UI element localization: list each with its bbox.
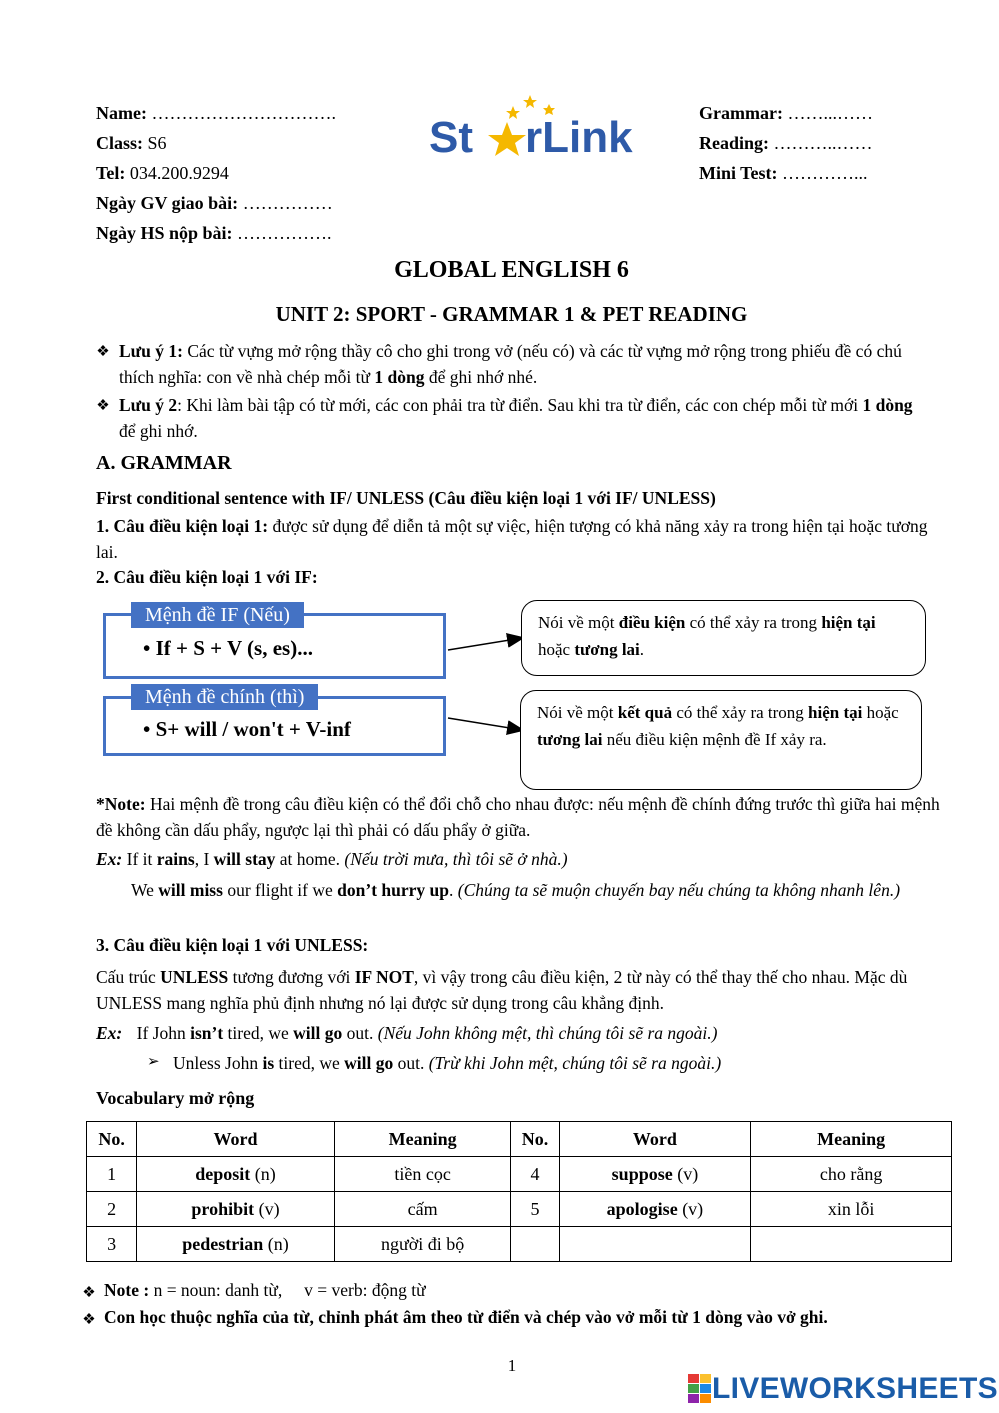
arrow-bullet-icon: ➢ (147, 1054, 160, 1070)
starlink-logo (425, 92, 635, 160)
page-number: 1 (507, 1356, 517, 1375)
table-row (87, 1227, 952, 1262)
header-meaning: Meaning (334, 1122, 511, 1157)
liveworksheets-logo-icon (688, 1374, 712, 1404)
header-no: No. (511, 1122, 559, 1157)
table-row (87, 1192, 952, 1227)
cell-no: 4 (511, 1157, 559, 1192)
vocab-title: Vocabulary mở rộng (96, 1088, 255, 1108)
header-word: Word (559, 1122, 751, 1157)
note-2: Lưu ý 2: Khi làm bài tập có từ mới, các con phải tra từ điển. Sau khi tra từ điển, các con chép mỗi từ mới 1 dòng để ghi nhớ. (119, 395, 913, 441)
grammar-note: *Note: Hai mệnh đề trong câu điều kiện có thể đổi chỗ cho nhau được: nếu mệnh đề chính đứng trước thì giữa hai mệnh đề không cần dấu phẩy, ngược lại thì phải có dấu phẩy ở giữa. (96, 794, 940, 840)
cell-word: suppose (v) (559, 1157, 751, 1192)
example-4: Unless John is tired, we will go out. (Trừ khi John mệt, chúng tôi sẽ ra ngoài.) (173, 1053, 722, 1073)
reading-score-line: Reading: ………..…… (699, 133, 873, 153)
vocab-header-row (87, 1122, 952, 1157)
cell-word (559, 1227, 751, 1262)
grammar-topic: First conditional sentence with IF/ UNLESS (Câu điều kiện loại 1 với IF/ UNLESS) (96, 488, 716, 508)
cell-no: 5 (511, 1192, 559, 1227)
cell-no: 1 (87, 1157, 137, 1192)
cell-meaning (751, 1227, 952, 1262)
header-info-left (96, 98, 336, 248)
arrow-to-if-box (448, 638, 522, 650)
cell-word: deposit (n) (137, 1157, 335, 1192)
cell-meaning: xin lỗi (751, 1192, 952, 1227)
note-1: Lưu ý 1: Các từ vựng mở rộng thầy cô cho ghi trong vở (nếu có) và các từ vựng mở rộng trong phiếu đề có chú thích nghĩa: con về nhà chép mỗi từ 1 dòng để ghi nhớ nhé. (119, 341, 902, 387)
example-1: Ex: If it rains, I will stay at home. (Nếu trời mưa, thì tôi sẽ ở nhà.) (96, 849, 568, 869)
hs-date-line: Ngày HS nộp bài: ……………. (96, 223, 332, 243)
cell-meaning: cho rằng (751, 1157, 952, 1192)
grammar-point-2-heading: 2. Câu điều kiện loại 1 với IF: (96, 567, 318, 587)
diamond-bullet-icon: ❖ (96, 344, 110, 360)
cell-word: prohibit (v) (137, 1192, 335, 1227)
cell-meaning: tiền cọc (334, 1157, 511, 1192)
logo-text-right: rLink (525, 113, 633, 160)
cell-word: apologise (v) (559, 1192, 751, 1227)
cell-no (511, 1227, 559, 1262)
liveworksheets-brand (688, 1372, 998, 1406)
diamond-bullet-icon: ❖ (96, 398, 110, 414)
example-2: We will miss our flight if we don’t hurry up. (Chúng ta sẽ muộn chuyến bay nếu chúng ta không nhanh lên.) (131, 880, 901, 900)
table-row (87, 1157, 952, 1192)
grammar-score-line: Grammar: ……...…… (699, 103, 873, 123)
if-clause-label: Mệnh đề IF (Nếu) (131, 602, 304, 628)
diagram-arrows (440, 630, 530, 740)
header-word: Word (137, 1122, 335, 1157)
logo-star-main (488, 122, 526, 156)
logo-text-left: St (429, 113, 473, 160)
gv-date-line: Ngày GV giao bài: …………… (96, 193, 333, 213)
cell-meaning: cấm (334, 1192, 511, 1227)
example-3: Ex: If John isn’t tired, we will go out. (Nếu John không mệt, thì chúng tôi sẽ ra ngoài.) (96, 1023, 718, 1043)
minitest-score-line: Mini Test: …………... (699, 163, 868, 183)
page-subtitle: UNIT 2: SPORT - GRAMMAR 1 & PET READING (275, 302, 748, 326)
callout-condition: Nói về một điều kiện có thể xảy ra trong hiện tại hoặc tương lai. (521, 600, 926, 676)
main-clause-formula: • S+ will / won't + V-inf (143, 717, 351, 741)
section-title-grammar: A. GRAMMAR (96, 452, 232, 474)
diamond-bullet-icon: ❖ (82, 1312, 96, 1328)
logo-star-small-2 (523, 95, 537, 108)
arrow-to-main-box (448, 718, 522, 730)
name-line: Name: …………………………. (96, 103, 336, 123)
cell-word: pedestrian (n) (137, 1227, 335, 1262)
if-clause-formula: • If + S + V (s, es)... (143, 636, 313, 660)
vocab-table (86, 1121, 952, 1262)
cell-no: 3 (87, 1227, 137, 1262)
unless-explanation: Cấu trúc UNLESS tương đương với IF NOT, vì vậy trong câu điều kiện, 2 từ này có thể thay thế cho nhau. Mặc dù UNLESS mang nghĩa phủ định nhưng nó lại được sử dụng trong câu khẳng định. (96, 967, 908, 1013)
footer-instruction: Con học thuộc nghĩa của từ, chỉnh phát âm theo từ điển và chép vào vở mỗi từ 1 dòng vào vở ghi. (104, 1307, 828, 1327)
grammar-point-3-heading: 3. Câu điều kiện loại 1 với UNLESS: (96, 935, 369, 955)
page-title: GLOBAL ENGLISH 6 (394, 257, 629, 283)
header-info-right (699, 98, 873, 188)
cell-no: 2 (87, 1192, 137, 1227)
liveworksheets-text: LIVEWORKSHEETS (712, 1372, 998, 1405)
class-line: Class: S6 (96, 133, 167, 153)
diamond-bullet-icon: ❖ (82, 1285, 96, 1301)
main-clause-label: Mệnh đề chính (thì) (131, 684, 318, 710)
footer-note: Note : n = noun: danh từ, v = verb: động từ (104, 1280, 426, 1300)
header-no: No. (87, 1122, 137, 1157)
header-meaning: Meaning (751, 1122, 952, 1157)
cell-meaning: người đi bộ (334, 1227, 511, 1262)
logo-star-small-1 (506, 106, 520, 119)
tel-line: Tel: 034.200.9294 (96, 163, 229, 183)
callout-result: Nói về một kết quả có thể xảy ra trong hiện tại hoặc tương lai nếu điều kiện mệnh đề If xảy ra. (520, 690, 922, 790)
grammar-point-1: 1. Câu điều kiện loại 1: được sử dụng để diễn tả một sự việc, hiện tượng có khả năng xảy ra trong hiện tại hoặc tương lai. (96, 516, 928, 562)
